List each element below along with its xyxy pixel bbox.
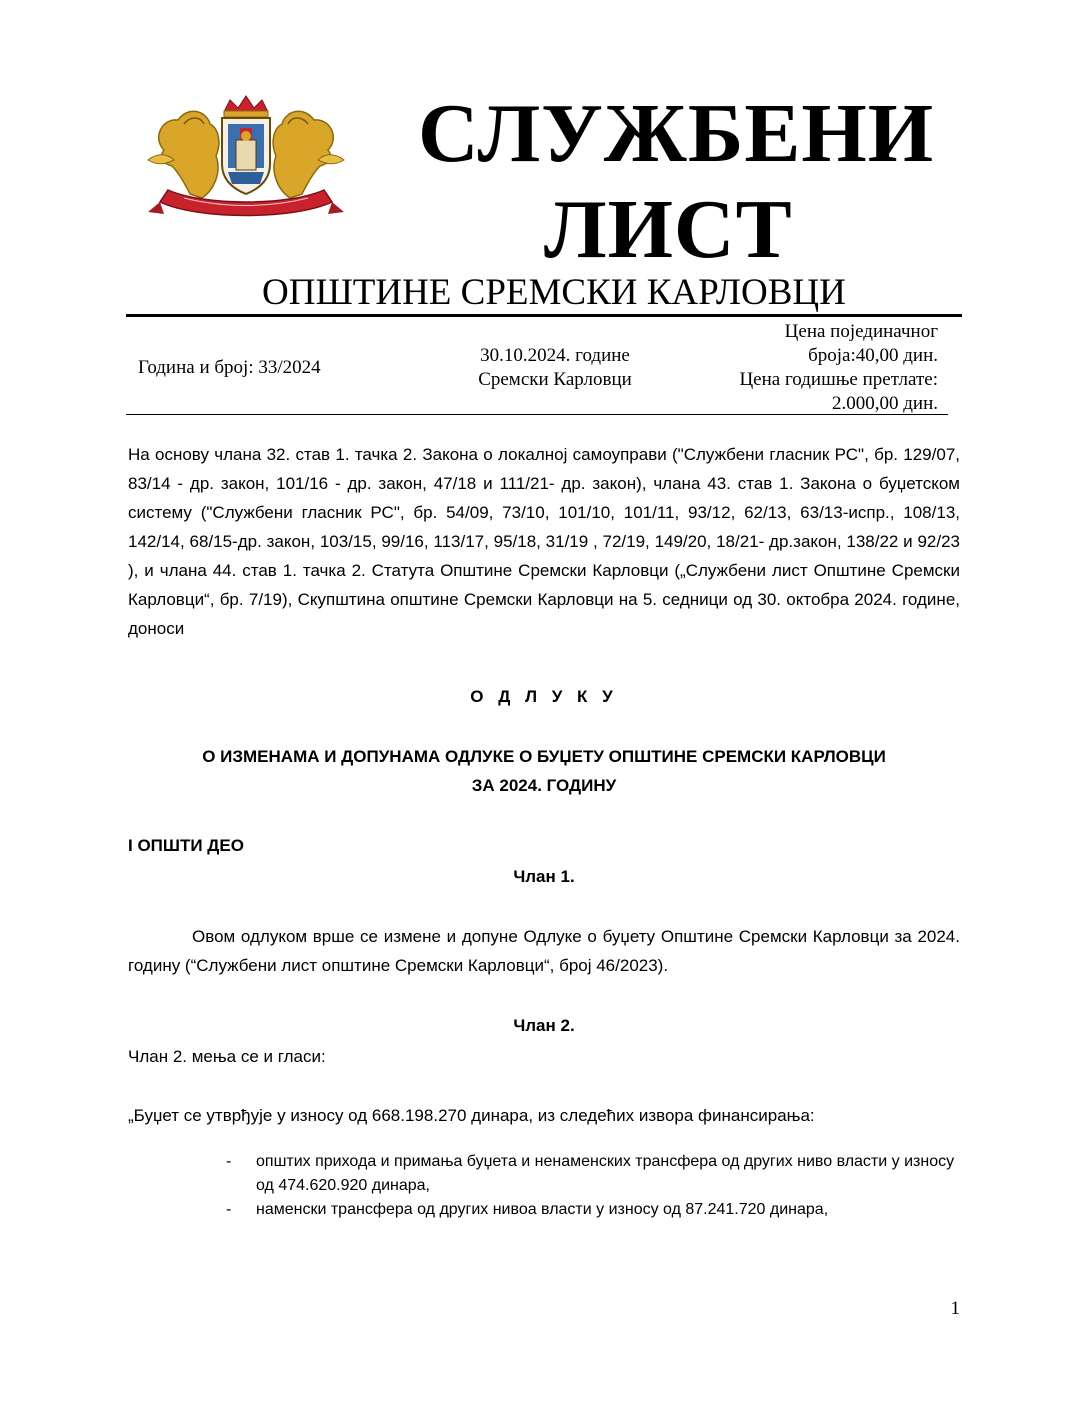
article-2-heading: Члан 2. [513,1016,575,1035]
section-title: I ОПШТИ ДЕО [128,836,244,855]
list-item [226,1198,966,1222]
article-1-heading: Члан 1. [513,867,575,886]
list-item-text: наменски трансфера од других нивоа власти у износу од 87.241.720 динара, [256,1201,829,1218]
masthead-title-line1: СЛУЖБЕНИ [418,87,935,180]
issue-number: Година и број: 33/2024 [138,357,321,378]
decision-subject-line2: ЗА 2024. ГОДИНУ [471,776,617,795]
decision-subject [128,742,960,800]
article-2-intro: Члан 2. мења се и гласи: [128,1047,326,1066]
issue-date-place [440,344,670,392]
list-dash: - [226,1153,232,1170]
article-1-text: Овом одлуком врше се измене и допуне Одлуке о буџету Општине Сремски Карловци за 2024. годину (“Службени лист општине Сремски Карловци“, број 46/2023). [128,927,960,975]
masthead-subtitle: ОПШТИНЕ СРЕМСКИ КАРЛОВЦИ [262,272,846,313]
decision-heading: О Д Л У К У [470,687,618,706]
price-annual-line1: Цена годишње претлате: [739,369,938,390]
issue-price [739,320,938,416]
page-number: 1 [950,1298,960,1319]
price-annual-line2: 2.000,00 дин. [831,393,938,414]
budget-amount-line: „Буџет се утврђује у износу од 668.198.270 динара, из следећих извора финансирања: [128,1106,815,1125]
masthead-title-line2: ЛИСТ [544,183,793,276]
preamble-paragraph: На основу члана 32. став 1. тачка 2. Закона о локалној самоуправи ("Службени гласник РС", бр. 129/07, 83/14 - др. закон, 101/16 - др. закон, 47/18 и 111/21- др. закон), члана 43. став 1. Закона о буџетском систему ("Службени гласник РС", бр. 54/09, 73/10, 101/10, 101/11, 93/12, 62/13, 63/13-испр., 108/13, 142/14, 68/15-др. закон, 103/15, 99/16, 113/17, 95/18, 31/19 , 72/19, 149/20, 18/21- др.закон, 138/22 и 92/23 ), и члана 44. став 1. тачка 2. Статута Општине Сремски Карловци („Службени лист Општине Сремски Карловци“, бр. 7/19), Скупштина општине Сремски Карловци на 5. седници од 30. октобра 2024. године, доноси [128,445,960,638]
issue-place: Сремски Карловци [478,369,632,390]
funding-sources-list [226,1150,966,1222]
price-single-line2: броја:40,00 дин. [808,345,938,366]
price-single-line1: Цена појединачног [784,321,938,342]
decision-subject-line1: О ИЗМЕНАМА И ДОПУНАМА ОДЛУКЕ О БУЏЕТУ ОПШТИНЕ СРЕМСКИ КАРЛОВЦИ [202,747,886,766]
issue-date: 30.10.2024. године [480,345,630,366]
issue-info-rule [126,414,948,415]
masthead-rule [126,314,962,317]
list-dash: - [226,1201,232,1218]
list-item-text: општих прихода и примања буџета и ненаменских трансфера од других ниво власти у износу од 474.620.920 динара, [256,1153,955,1194]
list-item [226,1150,966,1198]
coat-of-arms-emblem [144,94,348,228]
